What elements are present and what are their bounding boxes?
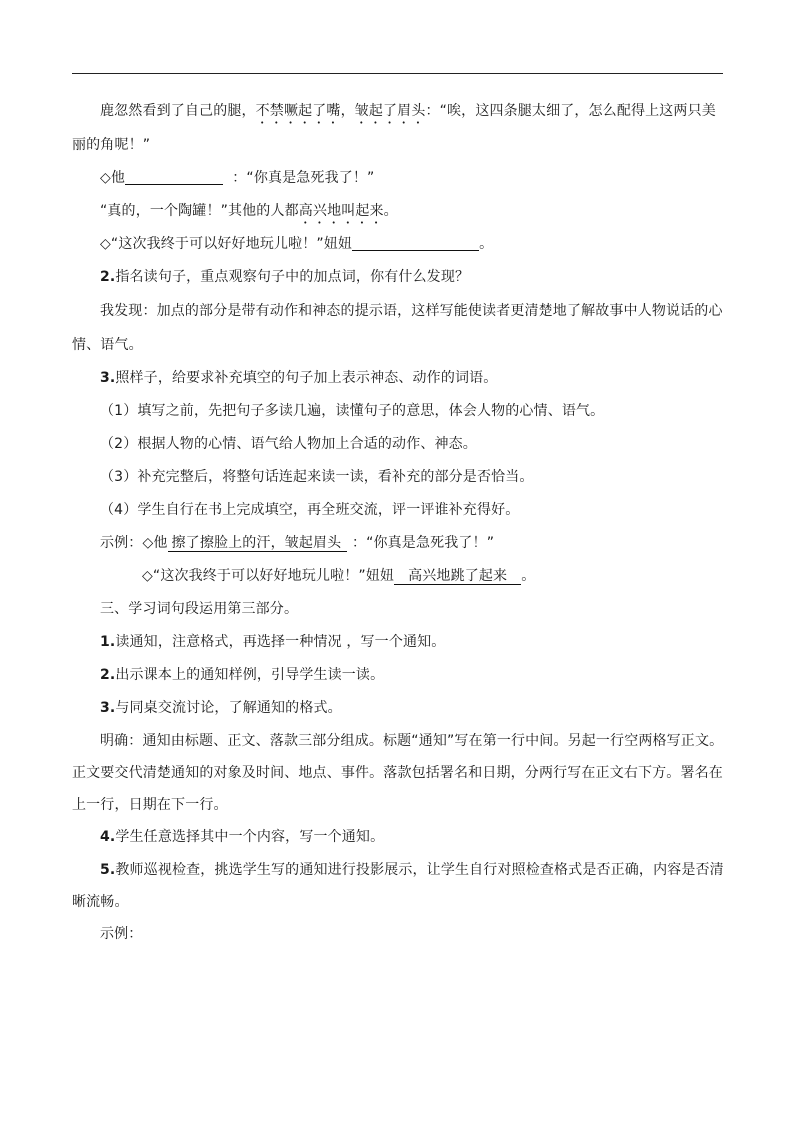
text: 示例：◇他 xyxy=(100,535,168,551)
step-number: 3. xyxy=(100,370,116,386)
text: 出示课本上的通知样例，引导学生读一读。 xyxy=(115,667,385,683)
step-number: 2. xyxy=(100,667,116,683)
notice-step-2 xyxy=(72,659,724,692)
step-number: 5. xyxy=(100,862,116,878)
step-number: 4. xyxy=(100,829,116,845)
substep-4 xyxy=(72,494,724,527)
step-3 xyxy=(72,362,724,395)
example-2 xyxy=(72,560,724,593)
text: （2）根据人物的心情、语气给人物加上合适的动作、神态。 xyxy=(100,436,477,452)
document-body xyxy=(72,94,724,951)
text: “真的，一个陶罐！”其他的人都 xyxy=(100,203,299,219)
text: 。 xyxy=(521,568,536,584)
text: 指名读句子，重点观察句子中的加点词，你有什么发现？ xyxy=(115,269,470,285)
text: （4）学生自行在书上完成填空，再全班交流，评一评谁补充得好。 xyxy=(100,502,520,518)
answer-blank[interactable] xyxy=(352,232,479,251)
step-2 xyxy=(72,261,724,294)
paragraph-deer xyxy=(72,94,724,162)
paragraph-pot xyxy=(72,195,724,228)
filled-answer: 擦了擦脸上的汗，皱起眉头 xyxy=(168,535,348,552)
header-rule xyxy=(72,73,723,74)
example-label xyxy=(72,918,724,951)
step-number: 1. xyxy=(100,634,116,650)
text: 教师巡视检查，挑选学生写的通知进行投影展示，让学生自行对照检查格式是否正确，内容是否清晰流畅。 xyxy=(72,862,724,910)
step-number: 2. xyxy=(100,269,116,285)
substep-1 xyxy=(72,395,724,428)
text: （3）补充完整后，将整句话连起来读一读，看补充的部分是否恰当。 xyxy=(100,469,534,485)
dotted-text: 高兴地叫起来 xyxy=(298,203,384,219)
paragraph-clarify xyxy=(72,725,724,821)
text: 。 xyxy=(479,236,494,252)
text: （1）填写之前，先把句子多读几遍，读懂句子的意思，体会人物的心情、语气。 xyxy=(100,403,605,419)
paragraph-blank-niuniu xyxy=(72,228,724,261)
notice-step-4 xyxy=(72,821,724,854)
paragraph-blank-he xyxy=(72,162,724,195)
text: ◇他 xyxy=(100,170,126,186)
text: 学生任意选择其中一个内容，写一个通知。 xyxy=(115,829,385,845)
dotted-text: 不禁噘起了嘴 xyxy=(255,103,341,119)
paragraph-discovery xyxy=(72,294,724,362)
text: 明确：通知由标题、正文、落款三部分组成。标题“通知”写在第一行中间。另起一行空两格写正文。正文要交代清楚通知的对象及时间、地点、事件。落款包括署名和日期，分两行写在正文右下方。署名在上一行，日期在下一行。 xyxy=(72,733,724,813)
text: ：“你真是急死我了！” xyxy=(232,170,375,186)
text: 照样子，给要求补充填空的句子加上表示神态、动作的词语。 xyxy=(115,370,498,386)
text: ：“唉，这四条腿太细了，怎么配得上这两只美丽的角呢！” xyxy=(72,103,716,153)
text: ， xyxy=(340,103,355,119)
text: 与同桌交流讨论，了解通知的格式。 xyxy=(115,700,342,716)
notice-step-1 xyxy=(72,626,724,659)
text: 三、学习词句段运用第三部分。 xyxy=(100,601,299,617)
filled-answer: 高兴地跳了起来 xyxy=(394,568,521,585)
answer-blank[interactable] xyxy=(125,166,223,185)
step-number: 3. xyxy=(100,700,116,716)
section-3-heading xyxy=(72,593,724,626)
text: 我发现：加点的部分是带有动作和神态的提示语，这样写能使读者更清楚地了解故事中人物说话的心情、语气。 xyxy=(72,303,723,353)
text: 鹿忽然看到了自己的腿， xyxy=(100,103,256,119)
notice-step-3 xyxy=(72,692,724,725)
text: ◇“这次我终于可以好好地玩儿啦！”妞妞 xyxy=(100,236,353,252)
example-1 xyxy=(72,527,724,560)
text: 读通知，注意格式，再选择一种情况 ，写一个通知。 xyxy=(115,634,446,650)
text: 示例： xyxy=(100,926,143,942)
substep-2 xyxy=(72,428,724,461)
text: ◇“这次我终于可以好好地玩儿啦！”妞妞 xyxy=(142,568,395,584)
text: ：“你真是急死我了！” xyxy=(351,535,495,551)
substep-3 xyxy=(72,461,724,494)
text: 。 xyxy=(383,203,398,219)
notice-step-5 xyxy=(72,854,724,918)
dotted-text: 皱起了眉头 xyxy=(354,103,426,119)
